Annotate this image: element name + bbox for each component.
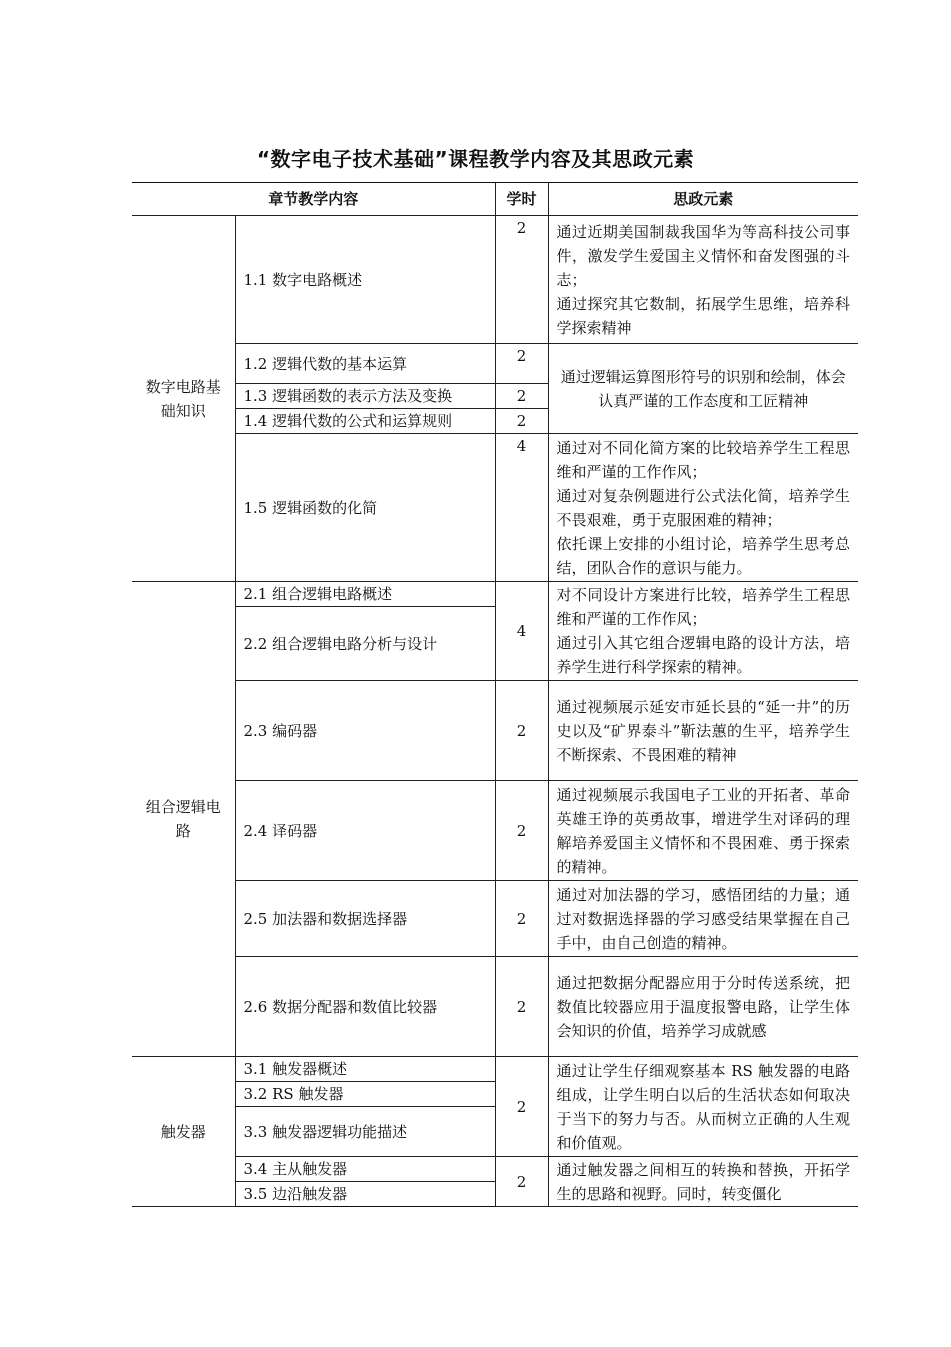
element-text: 通过探究其它数制，拓展学生思维，培养科学探索精神 (556, 294, 851, 337)
chapter-name-text: 数字电路基础知识 (145, 377, 221, 420)
hours-cell: 2 (495, 384, 548, 409)
section-name: 2.5 加法器和数据选择器 (235, 881, 495, 957)
ideological-element-cell (548, 781, 858, 881)
table-row (132, 781, 858, 881)
element-text: 通过把数据分配器应用于分时传送系统，把数值比较器应用于温度报警电路，让学生体会知识的价值，培养学习成就感 (556, 973, 851, 1040)
section-name: 2.3 编码器 (235, 681, 495, 781)
section-name: 1.3 逻辑函数的表示方法及变换 (235, 384, 495, 409)
table-row (132, 344, 858, 384)
hours-cell: 2 (495, 957, 548, 1057)
chapter-name (132, 582, 235, 1057)
hours-cell: 2 (495, 1057, 548, 1157)
chapter-name-text: 组合逻辑电路 (145, 798, 221, 840)
element-text: 对不同设计方案进行比较，培养学生工程思维和严谨的工作作风； (556, 586, 851, 628)
chapter-name (132, 216, 235, 582)
element-text: 通过对复杂例题进行公式法化简，培养学生不畏艰难，勇于克服困难的精神； (556, 486, 851, 529)
table-row (132, 1057, 858, 1082)
ideological-element-cell (548, 1057, 858, 1157)
ideological-element-cell (548, 1157, 858, 1207)
section-name: 1.1 数字电路概述 (235, 216, 495, 344)
section-name: 2.6 数据分配器和数值比较器 (235, 957, 495, 1057)
hours-cell: 4 (495, 582, 548, 681)
section-name: 1.4 逻辑代数的公式和运算规则 (235, 409, 495, 434)
section-name: 3.5 边沿触发器 (235, 1182, 495, 1207)
table-row (132, 434, 858, 582)
section-name: 2.1 组合逻辑电路概述 (235, 582, 495, 607)
course-content-table (132, 182, 858, 1207)
ideological-element-cell (548, 681, 858, 781)
header-ideological-elements: 思政元素 (548, 183, 858, 216)
section-name: 1.2 逻辑代数的基本运算 (235, 344, 495, 384)
hours-cell: 2 (495, 1157, 548, 1207)
table-header-row (132, 183, 858, 216)
hours-cell: 2 (495, 216, 548, 344)
section-name: 3.2 RS 触发器 (235, 1082, 495, 1107)
element-text: 通过视频展示延安市延长县的“延一井”的历史以及“矿界泰斗”靳法蕙的生平，培养学生不断探索、不畏困难的精神 (556, 697, 851, 764)
section-name: 2.2 组合逻辑电路分析与设计 (235, 607, 495, 681)
section-name: 3.4 主从触发器 (235, 1157, 495, 1182)
table-row (132, 582, 858, 607)
table-row (132, 1157, 858, 1182)
chapter-name (132, 1057, 235, 1207)
ideological-element-cell (548, 881, 858, 957)
section-name: 3.3 触发器逻辑功能描述 (235, 1107, 495, 1157)
ideological-element-cell (548, 957, 858, 1057)
hours-cell: 4 (495, 434, 548, 582)
ideological-element-cell (548, 216, 858, 344)
ideological-element-cell (548, 582, 858, 681)
hours-cell: 2 (495, 781, 548, 881)
element-text: 通过引入其它组合逻辑电路的设计方法，培养学生进行科学探索的精神。 (556, 634, 851, 676)
section-name: 1.5 逻辑函数的化简 (235, 434, 495, 582)
element-text: 通过视频展示我国电子工业的开拓者、革命英雄王诤的英勇故事，增进学生对译码的理解培养爱国主义情怀和不畏困难、勇于探索的精神。 (556, 785, 851, 876)
section-name: 2.4 译码器 (235, 781, 495, 881)
hours-cell: 2 (495, 881, 548, 957)
element-text: 通过触发器之间相互的转换和替换，开拓学生的思路和视野。同时，转变僵化 (556, 1160, 851, 1203)
element-text: 依托课上安排的小组讨论，培养学生思考总结，团队合作的意识与能力。 (556, 534, 851, 577)
element-text: 通过近期美国制裁我国华为等高科技公司事件，激发学生爱国主义情怀和奋发图强的斗志； (556, 222, 851, 289)
element-text: 通过对加法器的学习，感悟团结的力量；通过对数据选择器的学习感受结果掌握在自己手中，由自己创造的精神。 (556, 885, 851, 952)
document-title: “数字电子技术基础”课程教学内容及其思政元素 (256, 147, 695, 171)
hours-cell: 2 (495, 344, 548, 384)
header-hours: 学时 (495, 183, 548, 216)
table-row (132, 881, 858, 957)
ideological-element-cell (548, 344, 858, 434)
ideological-element-cell (548, 434, 858, 582)
element-text: 通过对不同化简方案的比较培养学生工程思维和严谨的工作作风； (556, 438, 851, 481)
hours-cell: 2 (495, 409, 548, 434)
table-row (132, 957, 858, 1057)
section-name: 3.1 触发器概述 (235, 1057, 495, 1082)
table-row (132, 681, 858, 781)
hours-cell: 2 (495, 681, 548, 781)
element-text: 通过逻辑运算图形符号的识别和绘制，体会认真严谨的工作态度和工匠精神 (560, 367, 846, 410)
chapter-name-text: 触发器 (160, 1122, 206, 1141)
element-text: 通过让学生仔细观察基本 RS 触发器的电路组成，让学生明白以后的生活状态如何取决于当下的努力与否。从而树立正确的人生观和价值观。 (556, 1061, 851, 1152)
header-chapter-content: 章节教学内容 (132, 183, 495, 216)
table-row (132, 216, 858, 344)
